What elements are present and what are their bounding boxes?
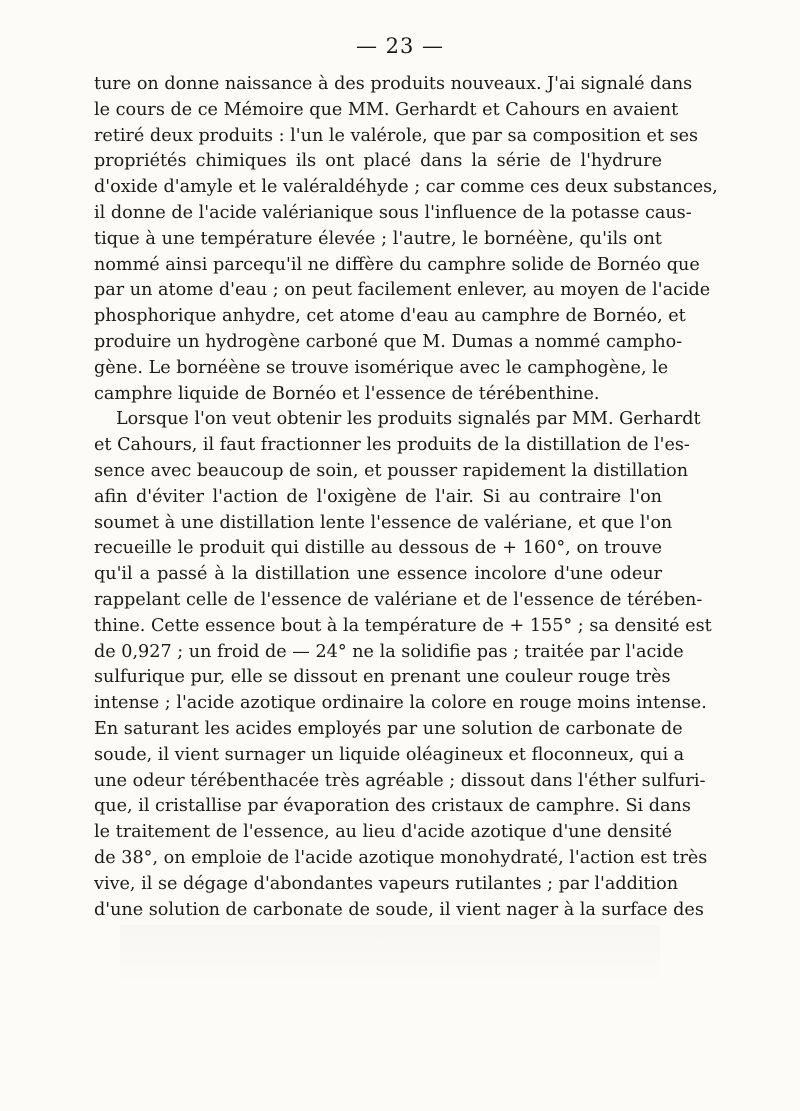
text-line: il donne de l'acide valérianique sous l'influence de la potasse caus- [94,202,692,223]
text-line: afin d'éviter l'action de l'oxigène de l'air. Si au contraire l'on [94,486,662,507]
text-line: soumet à une distillation lente l'essence de valériane, et que l'on [94,512,673,533]
text-line: En saturant les acides employés par une solution de carbonate de [94,718,683,739]
text-line: sulfurique pur, elle se dissout en prenant une couleur rouge très [94,667,671,688]
text-line: de 38°, on emploie de l'acide azotique monohydraté, l'action est très [94,847,708,868]
text-line: nommé ainsi parcequ'il ne diffère du camphre solide de Bornéo que [94,254,700,275]
text-line: retiré deux produits : l'un le valérole, que par sa composition et ses [94,125,699,146]
text-line: et Cahours, il faut fractionner les produits de la distillation de l'es- [94,435,690,456]
text-line: vive, il se dégage d'abondantes vapeurs rutilantes ; par l'addition [94,873,679,894]
text-line: thine. Cette essence bout à la température de + 155° ; sa densité est [94,615,712,636]
text-line: Lorsque l'on veut obtenir les produits signalés par MM. Gerhardt [116,409,701,430]
text-line: une odeur térébenthacée très agréable ; dissout dans l'éther sulfuri- [94,770,706,791]
text-line: soude, il vient surnager un liquide oléagineux et floconneux, qui a [94,744,685,765]
show-through-shadow [120,925,660,985]
body-text [94,72,718,923]
text-line: tique à une température élevée ; l'autre, le bornéène, qu'ils ont [94,228,662,249]
text-line: sence avec beaucoup de soin, et pousser rapidement la distillation [94,460,689,481]
text-line: que, il cristallise par évaporation des cristaux de camphre. Si dans [94,796,691,817]
text-line: le traitement de l'essence, au lieu d'acide azotique d'une densité [94,822,673,843]
text-line: qu'il a passé à la distillation une essence incolore d'une odeur [94,564,662,585]
text-line: recueille le produit qui distille au dessous de + 160°, on trouve [94,538,662,559]
text-line: le cours de ce Mémoire que MM. Gerhardt et Cahours en avaient [94,99,679,120]
text-line: d'oxide d'amyle et le valéraldéhyde ; car comme ces deux substances, [94,177,718,198]
text-line: rappelant celle de l'essence de valériane et de l'essence de térében- [94,589,703,610]
page-number: — 23 — [355,34,445,58]
text-line: d'une solution de carbonate de soude, il vient nager à la surface des [94,899,704,920]
text-line: camphre liquide de Bornéo et l'essence de térébenthine. [94,383,600,404]
text-line: ture on donne naissance à des produits nouveaux. J'ai signalé dans [94,74,693,94]
text-line: par un atome d'eau ; on peut facilement enlever, au moyen de l'acide [94,280,711,301]
text-line: gène. Le bornéène se trouve isomérique avec le camphogène, le [94,357,669,378]
text-line: produire un hydrogène carboné que M. Dumas a nommé campho- [94,331,683,352]
text-line: propriétés chimiques ils ont placé dans la série de l'hydrure [94,151,662,172]
text-line: intense ; l'acide azotique ordinaire la colore en rouge moins intense. [94,693,707,714]
text-line: de 0,927 ; un froid de — 24° ne la solidifie pas ; traitée par l'acide [94,641,684,662]
text-line: phosphorique anhydre, cet atome d'eau au camphre de Bornéo, et [94,306,686,327]
